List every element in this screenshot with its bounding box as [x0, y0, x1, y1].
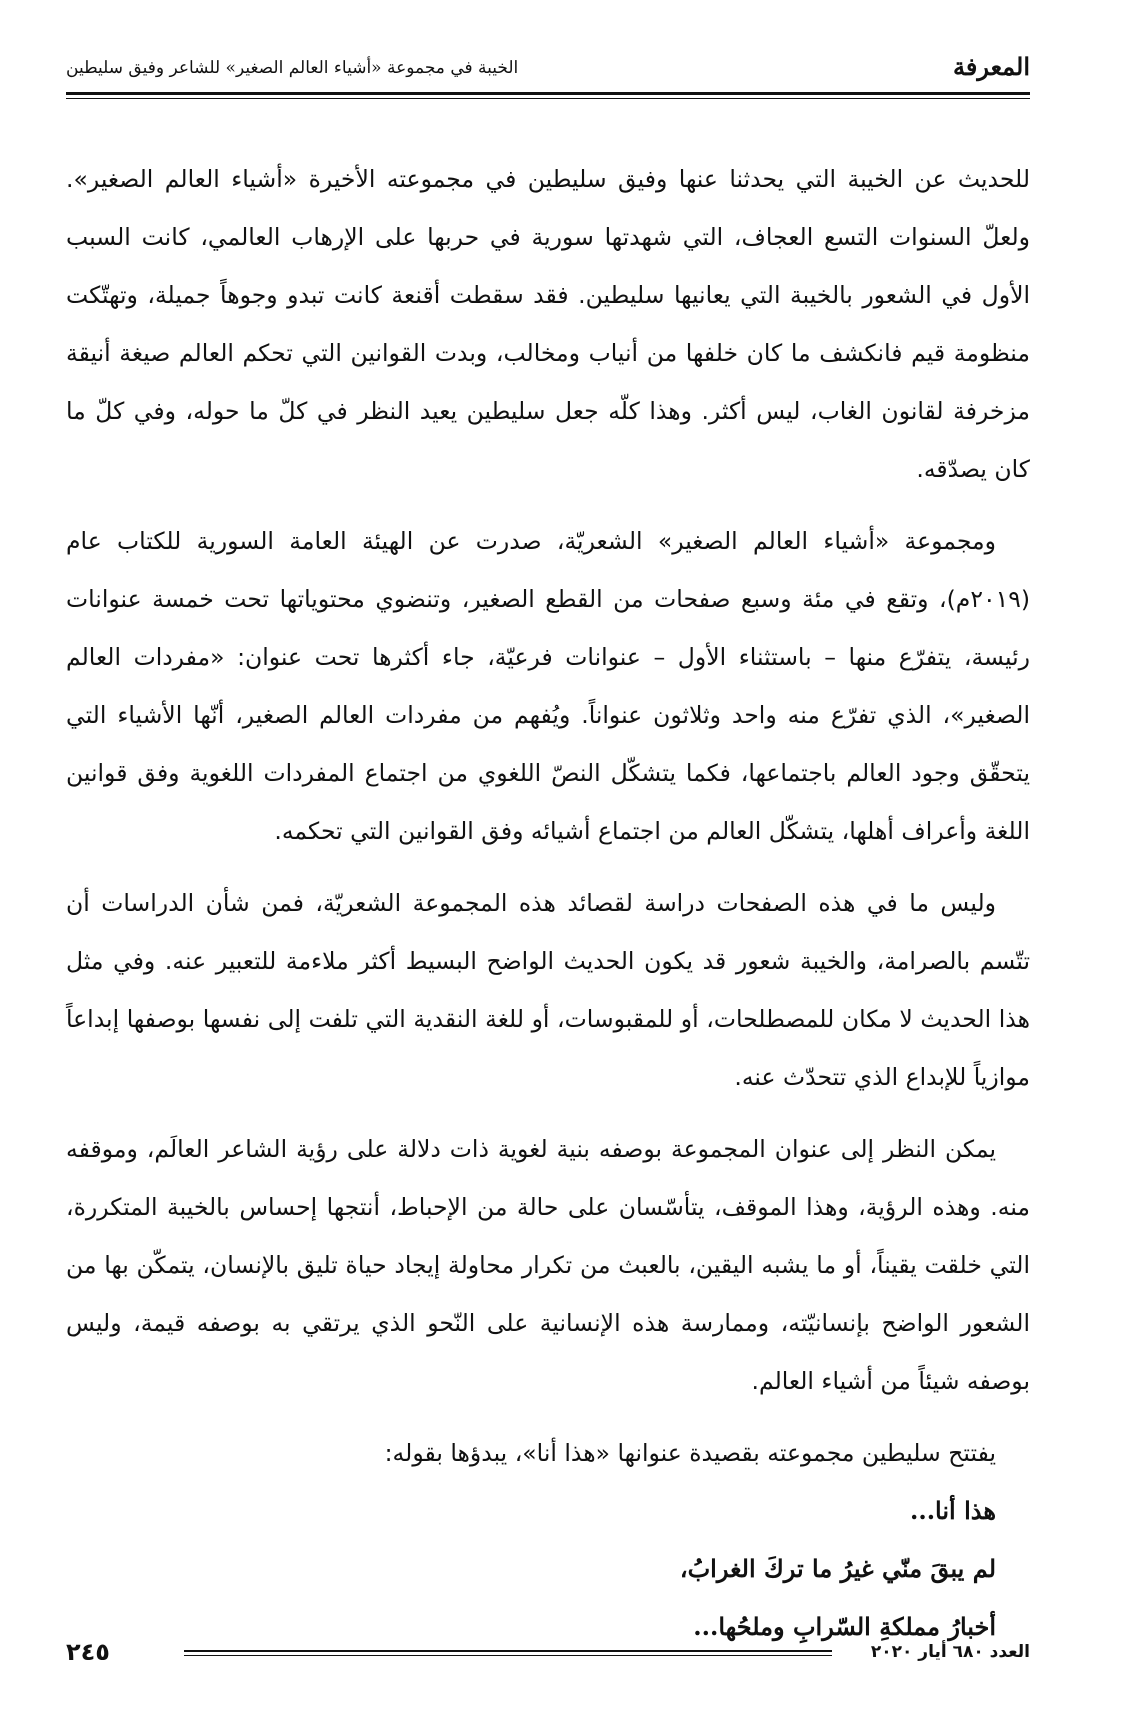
- page-header: [66, 46, 1030, 86]
- page-number: ٢٤٥: [66, 1638, 110, 1666]
- page-footer: [66, 1640, 1030, 1670]
- running-title: الخيبة في مجموعة «أشياء العالم الصغير» للشاعر وفيق سليطين: [66, 58, 519, 78]
- poem-verse-1: هذا أنا...: [909, 1496, 996, 1525]
- header-divider: [66, 92, 1030, 99]
- journal-logo: المعرفة: [952, 52, 1030, 81]
- footer-divider: [184, 1650, 832, 1656]
- poem-intro: يفتتح سليطين مجموعته بقصيدة عنوانها «هذا أنا»، يبدؤها بقوله:: [384, 1439, 996, 1467]
- poem-verse-3: أخبارُ مملكةِ السّرابِ وملحُها...: [693, 1612, 996, 1641]
- paragraph-2: ومجموعة «أشياء العالم الصغير» الشعريّة، صدرت عن الهيئة العامة السورية للكتاب عام (٢٠١٩م)، وتقع في مئة وسبع صفحات من القطع الصغير، وتنضوي محتوياتها تحت خمسة عنوانات رئيسة، يتفرّع منها – باستثناء الأول – عنوانات فرعيّة، جاء أكثرها تحت عنوان: «مفردات العالم الصغير»، الذي تفرّع منه واحد وثلاثون عنواناً. ويُفهم من مفردات العالم الصغير، أنّها الأشياء التي يتحقّق وجود العالم باجتماعها، فكما يتشكّل النصّ اللغوي من اجتماع المفردات اللغوية وفق قوانين اللغة وأعراف أهلها، يتشكّل العالم من اجتماع أشيائه وفق القوانين التي تحكمه.: [66, 527, 1030, 845]
- paragraph-4: يمكن النظر إلى عنوان المجموعة بوصفه بنية لغوية ذات دلالة على رؤية الشاعر العالَم، وموقفه منه. وهذه الرؤية، وهذا الموقف، يتأسّسان على حالة من الإحباط، أنتجها إحساس بالخيبة المتكررة، التي خلقت يقيناً، أو ما يشبه اليقين، بالعبث من تكرار محاولة إيجاد حياة تليق بالإنسان، يتمكّن بها من الشعور الواضح بإنسانيّته، وممارسة هذه الإنسانية على النّحو الذي يرتقي به بوصفه قيمة، وليس بوصفه شيئاً من أشياء العالم.: [66, 1135, 1030, 1395]
- article-body: [66, 150, 1030, 1656]
- issue-info: العدد ٦٨٠ أيار ٢٠٢٠: [870, 1642, 1030, 1662]
- poem-verse-2: لم يبقَ منّي غيرُ ما تركَ الغرابُ،: [679, 1554, 996, 1583]
- paragraph-1: للحديث عن الخيبة التي يحدثنا عنها وفيق سليطين في مجموعته الأخيرة «أشياء العالم الصغير». ولعلّ السنوات التسع العجاف، التي شهدتها سورية في حربها على الإرهاب العالمي، كانت السبب الأول في الشعور بالخيبة التي يعانيها سليطين. فقد سقطت أقنعة كانت تبدو وجوهاً جميلة، وتهتّكت منظومة قيم فانكشف ما كان خلفها من أنياب ومخالب، وبدت القوانين التي تحكم العالم صيغة أنيقة مزخرفة لقانون الغاب، ليس أكثر. وهذا كلّه جعل سليطين يعيد النظر في كلّ ما حوله، وفي كلّ ما كان يصدّقه.: [66, 165, 1030, 483]
- paragraph-3: وليس ما في هذه الصفحات دراسة لقصائد هذه المجموعة الشعريّة، فمن شأن الدراسات أن تتّسم بالصرامة، والخيبة شعور قد يكون الحديث الواضح البسيط أكثر ملاءمة للتعبير عنه. وفي مثل هذا الحديث لا مكان للمصطلحات، أو للمقبوسات، أو للغة النقدية التي تلفت إلى نفسها بوصفها إبداعاً موازياً للإبداع الذي تتحدّث عنه.: [66, 889, 1030, 1091]
